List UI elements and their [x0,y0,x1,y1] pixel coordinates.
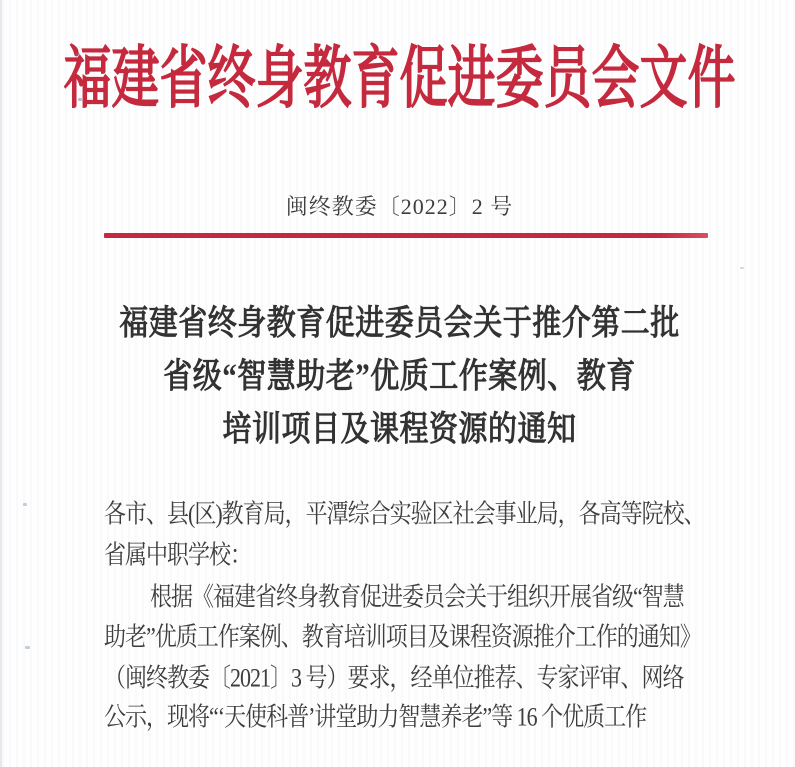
body-paragraph-line-1: 根据《福建省终身教育促进委员会关于组织开展省级“智慧 [150,582,684,612]
scan-speckle [740,267,744,269]
body-paragraph-line-4: 公示，现将“‘天使科普’讲堂助力智慧养老”等 16 个优质工作 [104,702,647,732]
scan-speckle [25,646,30,649]
scan-speckle [75,53,80,56]
scan-speckle [23,503,27,506]
notice-title-line-2: 省级“智慧助老”优质工作案例、教育 [163,357,636,396]
red-divider-line [104,233,708,238]
body-paragraph-line-2: 助老”优质工作案例、教育培训项目及课程资源推介工作的通知》 [104,622,701,652]
document-number: 闽终教委〔2022〕2 号 [285,194,514,219]
scan-speckle [78,98,82,101]
notice-title-line-3: 培训项目及课程资源的通知 [222,410,577,449]
notice-title-line-1: 福建省终身教育促进委员会关于推介第二批 [119,304,680,343]
recipients-line-2: 省属中职学校： [104,540,252,570]
recipients-line-1: 各市、县(区)教育局，平潭综合实验区社会事业局，各高等院校、 [104,499,705,529]
body-paragraph-line-3: （闽终教委〔2021〕3 号）要求，经单位推荐、专家评审、网络 [104,663,684,693]
document-header-title: 福建省终身教育促进委员会文件 [63,41,736,117]
